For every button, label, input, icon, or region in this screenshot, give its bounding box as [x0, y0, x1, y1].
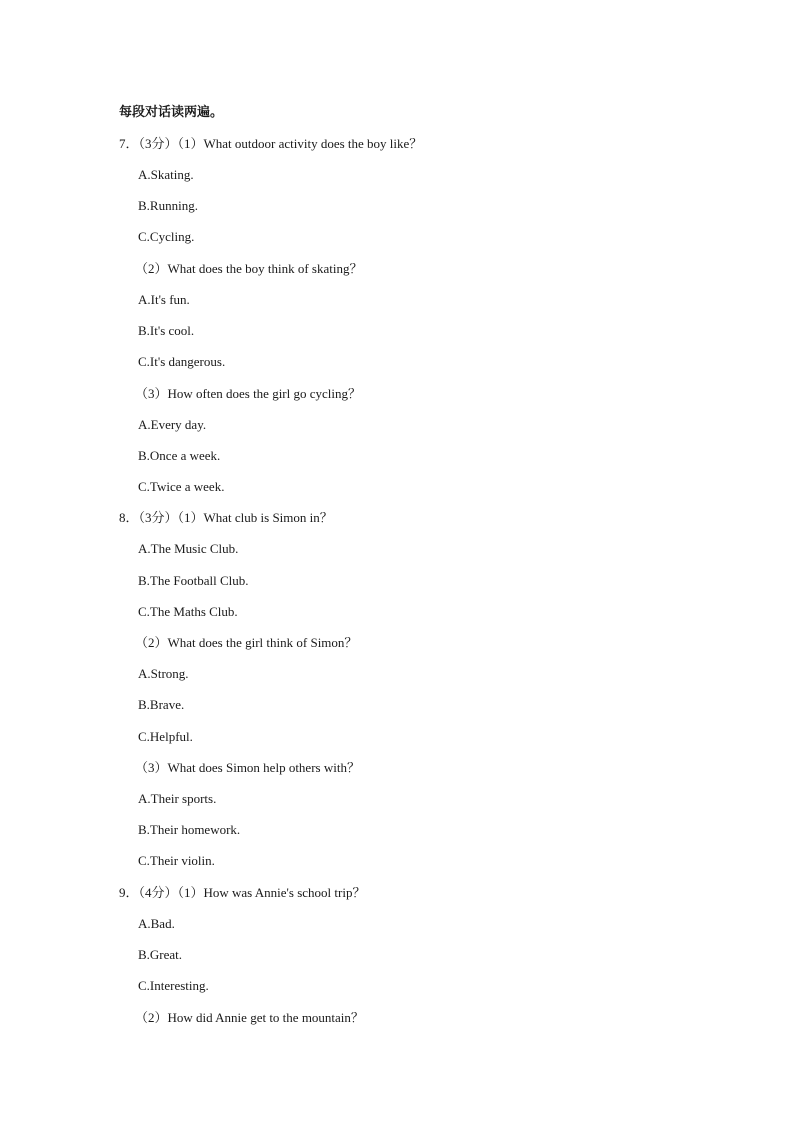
q7-2-option-b: B.It's cool. [138, 323, 195, 338]
q8-1-option-c: C.The Maths Club. [138, 604, 238, 619]
q8-2-option-b: B.Brave. [138, 697, 185, 712]
q7-2-option-a: A.It's fun. [138, 292, 190, 307]
q7-3-option-b: B.Once a week. [138, 448, 221, 463]
q8-3-option-b: B.Their homework. [138, 822, 241, 837]
q7-1-option-a: A.Skating. [138, 167, 194, 182]
q9-1-option-c: C.Interesting. [138, 978, 209, 993]
q8-2-option-a: A.Strong. [138, 666, 189, 681]
q7-3-option-c: C.Twice a week. [138, 479, 225, 494]
q8-3-option-c: C.Their violin. [138, 853, 215, 868]
question-8-3-stem: （3）What does Simon help others with？ [135, 760, 360, 775]
q9-1-option-a: A.Bad. [138, 916, 175, 931]
question-7-3-stem: （3）How often does the girl go cycling？ [135, 386, 362, 401]
question-7-stem: 7．（3分）（1）What outdoor activity does the boy like？ [119, 136, 423, 151]
q8-3-option-a: A.Their sports. [138, 791, 217, 806]
q7-3-option-a: A.Every day. [138, 417, 207, 432]
section-instruction: 每段对话读两遍。 [119, 105, 224, 120]
q7-2-option-c: C.It's dangerous. [138, 354, 226, 369]
question-9-2-stem: （2）How did Annie get to the mountain？ [135, 1010, 364, 1025]
question-7-2-stem: （2）What does the boy think of skating？ [135, 261, 363, 276]
question-9-stem: 9．（4分）（1）How was Annie's school trip？ [119, 885, 366, 900]
q8-2-option-c: C.Helpful. [138, 729, 193, 744]
q8-1-option-b: B.The Football Club. [138, 573, 249, 588]
question-8-stem: 8．（3分）（1）What club is Simon in？ [119, 510, 333, 525]
q7-1-option-c: C.Cycling. [138, 229, 195, 244]
q7-1-option-b: B.Running. [138, 198, 198, 213]
q8-1-option-a: A.The Music Club. [138, 541, 239, 556]
question-8-2-stem: （2）What does the girl think of Simon？ [135, 635, 358, 650]
q9-1-option-b: B.Great. [138, 947, 183, 962]
